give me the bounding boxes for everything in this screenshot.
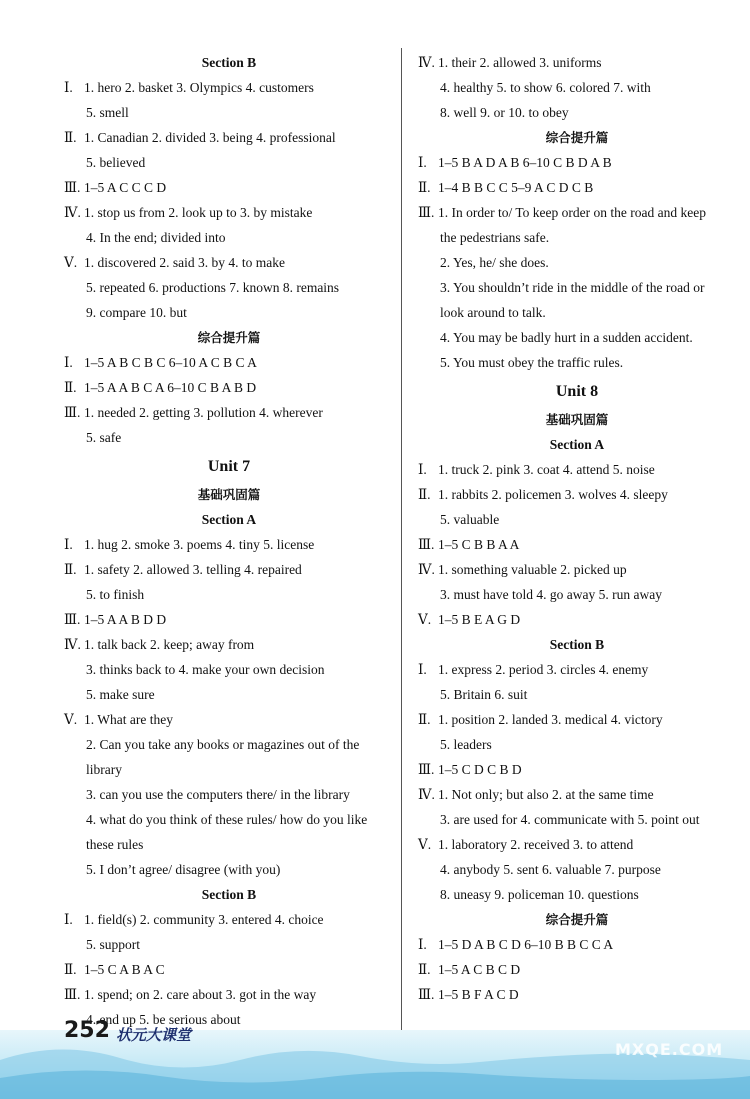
answer-continuation: 5. to finish	[86, 587, 145, 602]
answer-text: 1–5 A C B C D	[438, 962, 521, 977]
column-divider	[401, 48, 402, 1038]
answer-text: 1. their 2. allowed 3. uniforms	[438, 55, 602, 70]
answer-text: 1. hug 2. smoke 3. poems 4. tiny 5. license	[84, 537, 315, 552]
answer-line	[64, 957, 394, 982]
answer-line	[418, 982, 736, 1007]
section-heading: Section B	[201, 55, 257, 70]
answer-continuation: 4. healthy 5. to show 6. colored 7. with	[440, 80, 651, 95]
question-number: Ⅴ.	[64, 255, 78, 270]
answer-line	[418, 457, 736, 482]
question-number: Ⅱ.	[418, 712, 431, 727]
answer-line	[418, 557, 736, 582]
question-number: Ⅱ.	[64, 380, 77, 395]
answer-line	[418, 832, 736, 857]
answer-line	[418, 200, 736, 225]
question-number: Ⅰ.	[418, 462, 427, 477]
answer-line	[418, 482, 736, 507]
answer-continuation: 3. can you use the computers there/ in the library	[86, 787, 350, 802]
brand-logo-text: 状元大课堂	[116, 1026, 192, 1044]
answer-line	[418, 932, 736, 957]
answer-line	[64, 607, 394, 632]
answer-continuation: 3. You shouldn’t ride in the middle of the road or	[440, 280, 705, 295]
question-number: Ⅴ.	[64, 712, 78, 727]
answer-text: 1. field(s) 2. community 3. entered 4. choice	[84, 912, 324, 927]
answer-text: 1. rabbits 2. policemen 3. wolves 4. sleepy	[438, 487, 668, 502]
question-number: Ⅲ.	[418, 205, 435, 220]
answer-text: 1. laboratory 2. received 3. to attend	[438, 837, 634, 852]
answer-continuation: 8. uneasy 9. policeman 10. questions	[440, 887, 639, 902]
question-number: Ⅰ.	[418, 155, 427, 170]
question-number: Ⅳ.	[64, 205, 81, 220]
question-number: Ⅳ.	[418, 55, 435, 70]
answer-continuation: 3. must have told 4. go away 5. run away	[440, 587, 662, 602]
answer-line	[418, 657, 736, 682]
answer-continuation: 5. leaders	[440, 737, 492, 752]
part-heading: 基础巩固篇	[545, 412, 609, 427]
answer-line	[418, 707, 736, 732]
answer-continuation: 2. Yes, he/ she does.	[440, 255, 549, 270]
answer-line	[418, 957, 736, 982]
answer-line	[64, 707, 394, 732]
answer-line	[64, 175, 394, 200]
answer-line	[64, 982, 394, 1007]
answer-line	[64, 125, 394, 150]
answer-line	[418, 150, 736, 175]
answer-line	[64, 557, 394, 582]
answer-text: 1–5 A A B C A 6–10 C B A B D	[84, 380, 257, 395]
answer-text: 1–5 D A B C D 6–10 B B C C A	[438, 937, 614, 952]
answer-text: 1–5 A C C C D	[84, 180, 167, 195]
watermark: MXQE.COM	[615, 1040, 724, 1059]
answer-line	[64, 400, 394, 425]
answer-continuation: 4. In the end; divided into	[86, 230, 226, 245]
question-number: Ⅳ.	[64, 637, 81, 652]
question-number: Ⅱ.	[64, 962, 77, 977]
answer-line	[64, 250, 394, 275]
question-number: Ⅳ.	[418, 787, 435, 802]
answer-text: 1. Not only; but also 2. at the same time	[438, 787, 654, 802]
answer-text: 1. Canadian 2. divided 3. being 4. professional	[84, 130, 336, 145]
answer-text: 1–5 A B C B C 6–10 A C B C A	[84, 355, 257, 370]
answer-text: 1–5 C D C B D	[438, 762, 522, 777]
answer-text: 1. stop us from 2. look up to 3. by mistake	[84, 205, 313, 220]
answer-text: 1–5 C A B A C	[84, 962, 165, 977]
answer-continuation: 5. support	[86, 937, 140, 952]
answer-continuation: 3. thinks back to 4. make your own decision	[86, 662, 325, 677]
answer-text: 1. safety 2. allowed 3. telling 4. repaired	[84, 562, 302, 577]
answer-line	[64, 532, 394, 557]
part-heading: 综合提升篇	[197, 330, 261, 345]
answer-line	[418, 607, 736, 632]
answer-continuation: 9. compare 10. but	[86, 305, 187, 320]
answer-continuation: library	[86, 762, 122, 777]
answer-line	[418, 757, 736, 782]
question-number: Ⅴ.	[418, 612, 432, 627]
answer-continuation: 5. Britain 6. suit	[440, 687, 528, 702]
question-number: Ⅲ.	[64, 180, 81, 195]
question-number: Ⅱ.	[418, 180, 431, 195]
page-number: 252	[64, 1018, 110, 1043]
answer-continuation: 5. smell	[86, 105, 129, 120]
answer-line	[418, 532, 736, 557]
question-number: Ⅰ.	[418, 662, 427, 677]
answer-continuation: 5. You must obey the traffic rules.	[440, 355, 624, 370]
answer-continuation: 5. believed	[86, 155, 146, 170]
answer-continuation: 4. end up 5. be serious about	[86, 1012, 241, 1027]
answer-text: 1–5 A A B D D	[84, 612, 167, 627]
answer-line	[418, 782, 736, 807]
question-number: Ⅰ.	[64, 537, 73, 552]
question-number: Ⅲ.	[64, 405, 81, 420]
answer-continuation: the pedestrians safe.	[440, 230, 550, 245]
answer-text: 1–5 B A D A B 6–10 C B D A B	[438, 155, 612, 170]
answer-continuation: 8. well 9. or 10. to obey	[440, 105, 569, 120]
answer-continuation: 4. You may be badly hurt in a sudden accident.	[440, 330, 693, 345]
answer-line	[64, 907, 394, 932]
right-column	[418, 50, 736, 1007]
answer-line	[64, 350, 394, 375]
question-number: Ⅴ.	[418, 837, 432, 852]
question-number: Ⅲ.	[64, 987, 81, 1002]
unit-heading: Unit 8	[555, 383, 599, 400]
answer-line	[64, 75, 394, 100]
question-number: Ⅰ.	[64, 912, 73, 927]
unit-heading: Unit 7	[207, 458, 251, 475]
answer-text: 1. express 2. period 3. circles 4. enemy	[438, 662, 649, 677]
answer-text: 1–5 C B B A A	[438, 537, 520, 552]
answer-text: 1. truck 2. pink 3. coat 4. attend 5. noise	[438, 462, 655, 477]
section-heading: Section A	[201, 512, 257, 527]
answer-continuation: 4. what do you think of these rules/ how do you like	[86, 812, 368, 827]
question-number: Ⅱ.	[64, 562, 77, 577]
answer-continuation: these rules	[86, 837, 144, 852]
answer-text: 1–5 B E A G D	[438, 612, 521, 627]
answer-line	[418, 175, 736, 200]
answer-continuation: 5. safe	[86, 430, 122, 445]
question-number: Ⅲ.	[418, 537, 435, 552]
answer-line	[64, 375, 394, 400]
answer-text: 1. something valuable 2. picked up	[438, 562, 627, 577]
answer-text: 1. In order to/ To keep order on the road and keep	[438, 205, 706, 220]
question-number: Ⅰ.	[64, 355, 73, 370]
section-heading: Section B	[201, 887, 257, 902]
part-heading: 基础巩固篇	[197, 487, 261, 502]
question-number: Ⅱ.	[64, 130, 77, 145]
question-number: Ⅱ.	[418, 487, 431, 502]
question-number: Ⅰ.	[64, 80, 73, 95]
answer-continuation: 5. I don’t agree/ disagree (with you)	[86, 862, 281, 877]
answer-text: 1. discovered 2. said 3. by 4. to make	[84, 255, 285, 270]
answer-continuation: look around to talk.	[440, 305, 546, 320]
answer-continuation: 4. anybody 5. sent 6. valuable 7. purpose	[440, 862, 661, 877]
question-number: Ⅲ.	[418, 987, 435, 1002]
section-heading: Section B	[549, 637, 605, 652]
question-number: Ⅰ.	[418, 937, 427, 952]
answer-line	[64, 200, 394, 225]
answer-text: 1. spend; on 2. care about 3. got in the way	[84, 987, 317, 1002]
question-number: Ⅳ.	[418, 562, 435, 577]
answer-line	[418, 50, 736, 75]
answer-text: 1. talk back 2. keep; away from	[84, 637, 255, 652]
question-number: Ⅱ.	[418, 962, 431, 977]
answer-continuation: 5. valuable	[440, 512, 500, 527]
answer-text: 1. needed 2. getting 3. pollution 4. wherever	[84, 405, 323, 420]
left-column	[64, 50, 394, 1032]
answer-text: 1–5 B F A C D	[438, 987, 519, 1002]
answer-continuation: 5. make sure	[86, 687, 155, 702]
section-heading: Section A	[549, 437, 605, 452]
part-heading: 综合提升篇	[545, 130, 609, 145]
answer-text: 1. hero 2. basket 3. Olympics 4. customers	[84, 80, 314, 95]
question-number: Ⅲ.	[418, 762, 435, 777]
answer-continuation: 3. are used for 4. communicate with 5. point out	[440, 812, 700, 827]
answer-line	[64, 632, 394, 657]
answer-text: 1–4 B B C C 5–9 A C D C B	[438, 180, 594, 195]
question-number: Ⅲ.	[64, 612, 81, 627]
answer-text: 1. position 2. landed 3. medical 4. victory	[438, 712, 663, 727]
answer-continuation: 5. repeated 6. productions 7. known 8. remains	[86, 280, 340, 295]
answer-continuation: 2. Can you take any books or magazines out of the	[86, 737, 360, 752]
part-heading: 综合提升篇	[545, 912, 609, 927]
answer-text: 1. What are they	[84, 712, 173, 727]
